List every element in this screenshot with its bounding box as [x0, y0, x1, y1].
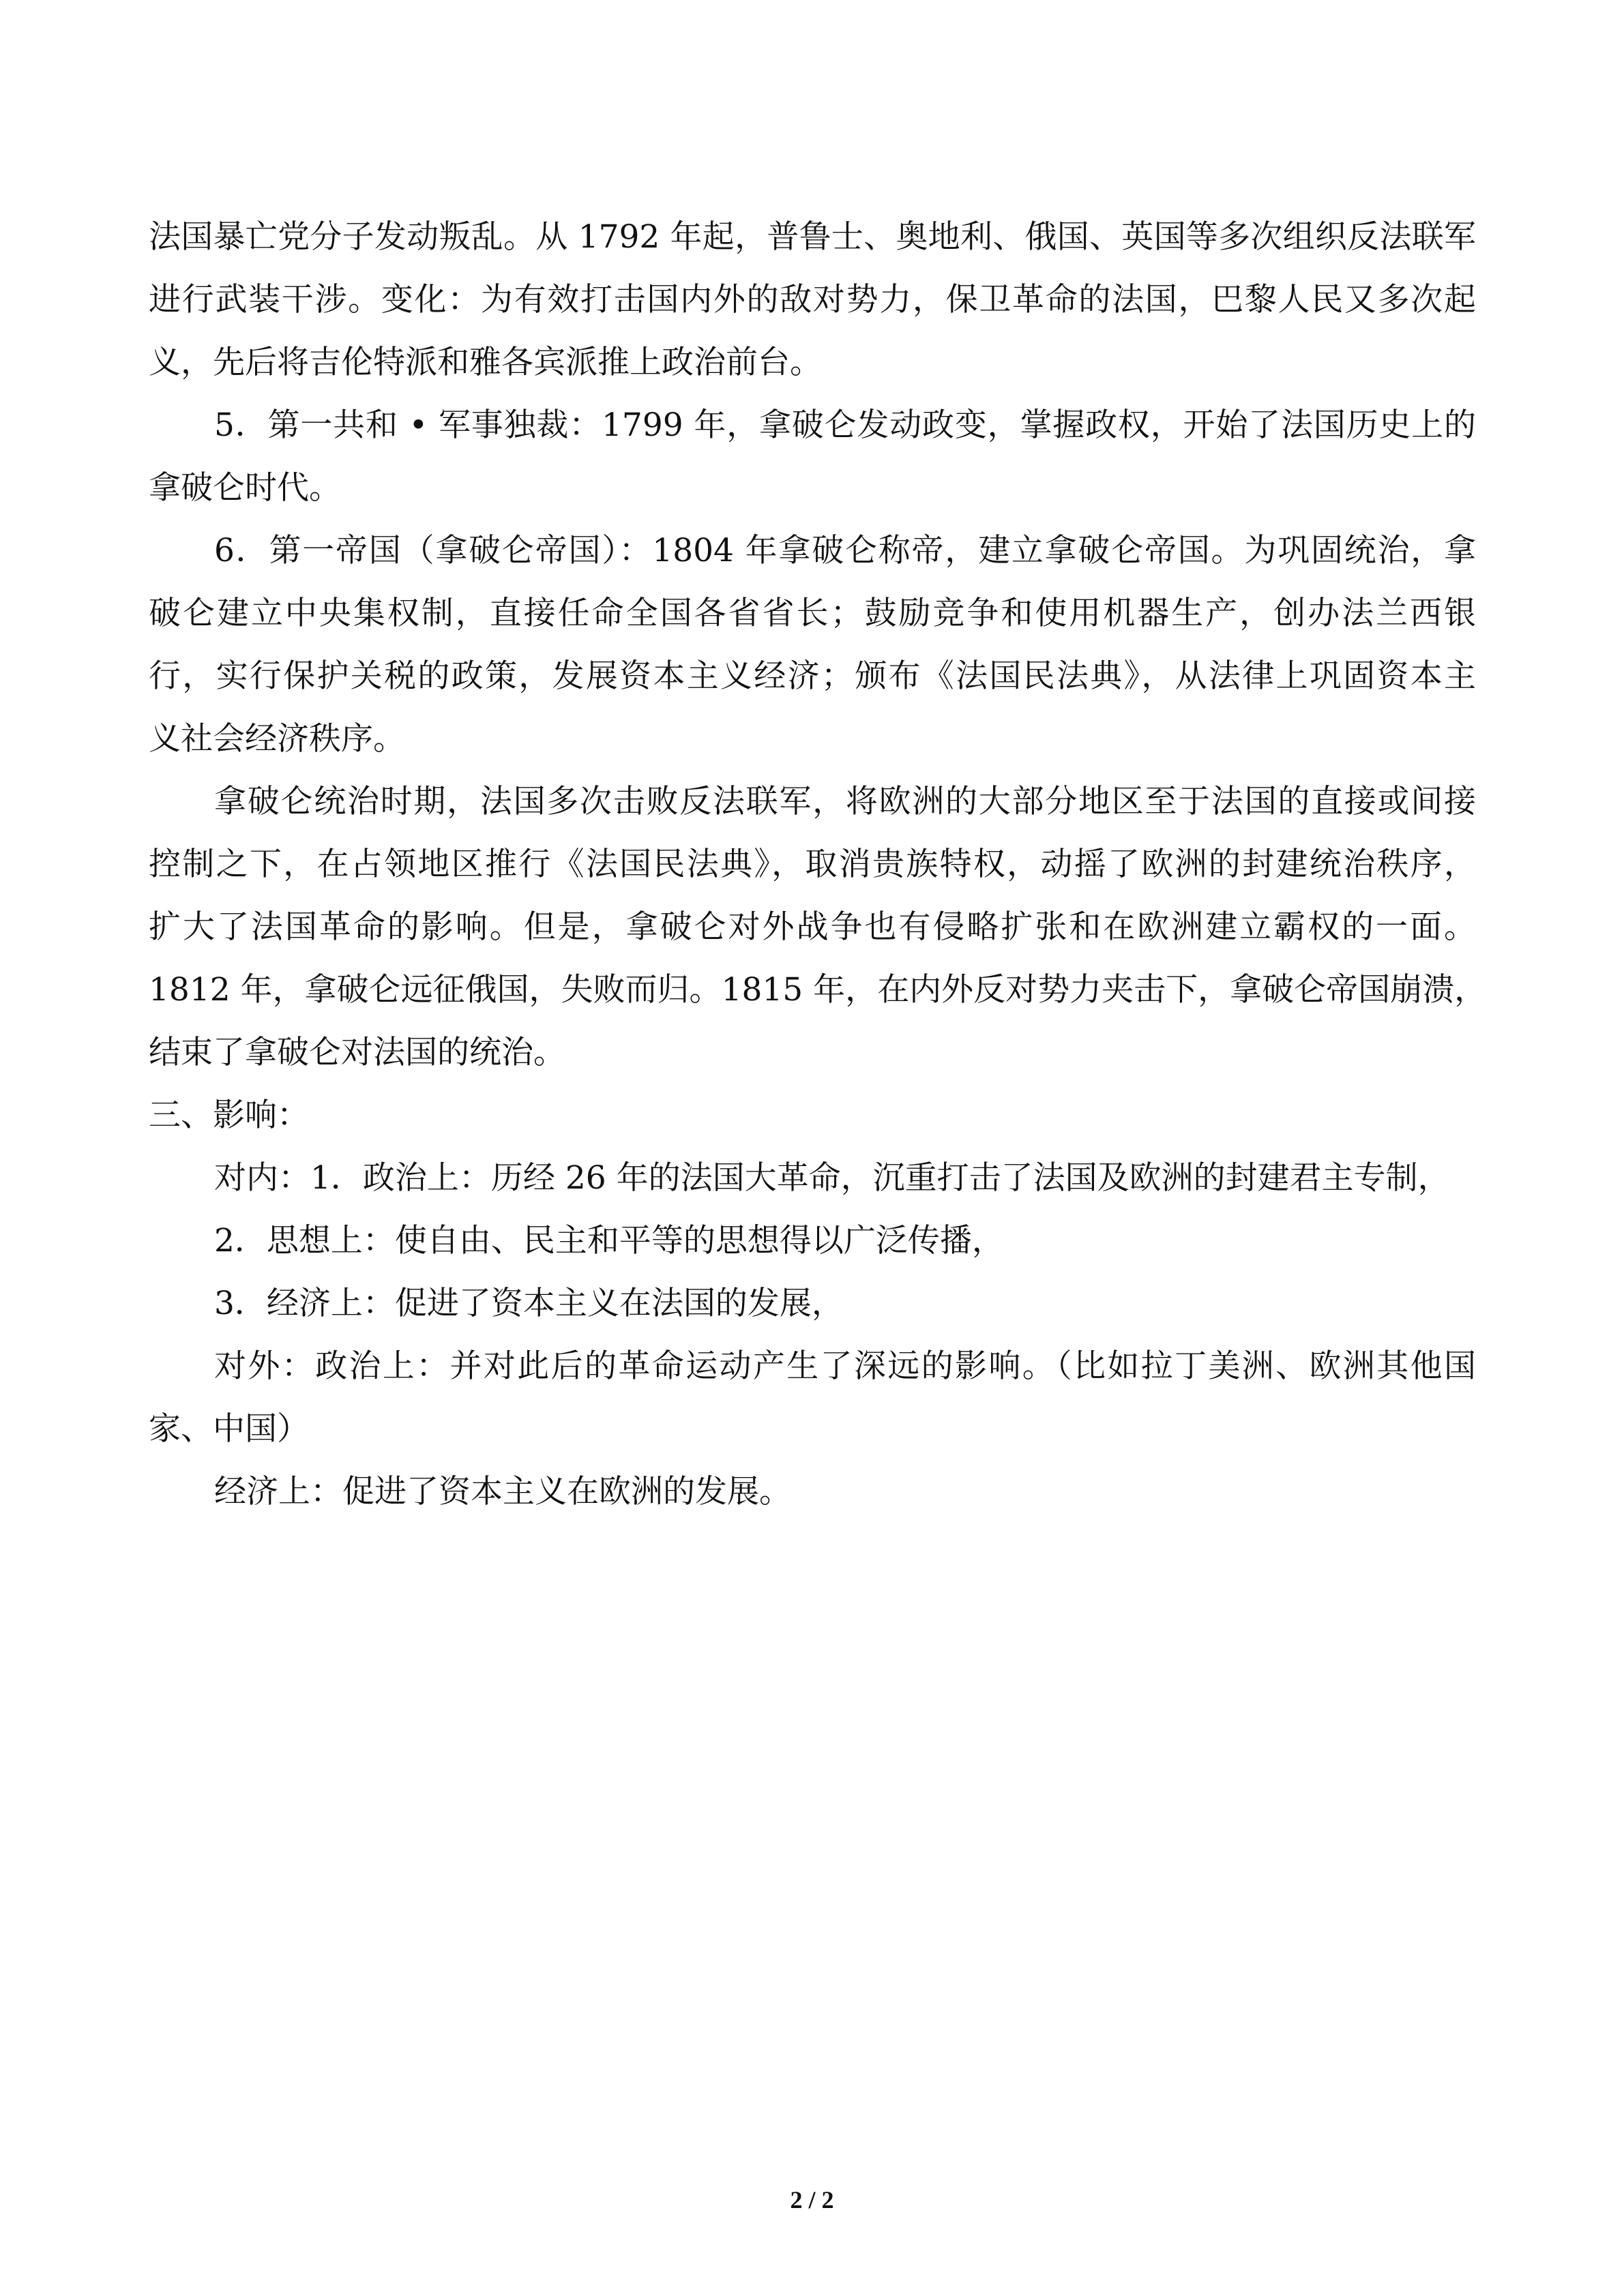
text-line: 义，先后将吉伦特派和雅各宾派推上政治前台。 — [149, 344, 822, 381]
text-line: 3．经济上：促进了资本主义在法国的发展， — [214, 1285, 844, 1322]
document-body — [149, 206, 1487, 1523]
text-line: 扩大了法国革命的影响。但是，拿破仑对外战争也有侵略扩张和在欧洲建立霸权的一面。 — [149, 908, 1476, 946]
text-line: 6．第一帝国（拿破仑帝国）：1804 年拿破仑称帝，建立拿破仑帝国。为巩固统治，拿 — [214, 532, 1476, 569]
text-line: 法国暴亡党分子发动叛乱。从 1792 年起，普鲁士、奥地利、俄国、英国等多次组织反法联军 — [149, 218, 1476, 256]
text-line: 进行武装干涉。变化：为有效打击国内外的敌对势力，保卫革命的法国，巴黎人民又多次起 — [149, 281, 1476, 318]
text-line: 破仑建立中央集权制，直接任命全国各省省长；鼓励竞争和使用机器生产，创办法兰西银 — [149, 595, 1476, 632]
text-line: 2．思想上：使自由、民主和平等的思想得以广泛传播， — [214, 1222, 1004, 1259]
text-line: 对内：1．政治上：历经 26 年的法国大革命，沉重打击了法国及欧洲的封建君主专制， — [214, 1159, 1450, 1197]
text-line: 5．第一共和 • 军事独裁：1799 年，拿破仑发动政变，掌握政权，开始了法国历史上的 — [214, 406, 1476, 444]
text-line: 拿破仑统治时期，法国多次击败反法联军，将欧洲的大部分地区至于法国的直接或间接 — [214, 783, 1476, 820]
text-line: 结束了拿破仑对法国的统治。 — [149, 1034, 565, 1071]
text-line: 行，实行保护关税的政策，发展资本主义经济；颁布《法国民法典》，从法律上巩固资本主 — [149, 657, 1476, 695]
text-line: 控制之下，在占领地区推行《法国民法典》，取消贵族特权，动摇了欧洲的封建统治秩序， — [149, 846, 1476, 883]
section-heading: 三、影响： — [149, 1097, 309, 1134]
text-line: 拿破仑时代。 — [149, 469, 341, 507]
text-line: 对外：政治上：并对此后的革命运动产生了深远的影响。（比如拉丁美洲、欧洲其他国 — [214, 1347, 1476, 1385]
text-line: 义社会经济秩序。 — [149, 720, 405, 758]
text-line: 经济上：促进了资本主义在欧洲的发展。 — [214, 1473, 791, 1510]
page-number: 2 / 2 — [790, 2186, 834, 2213]
text-line: 1812 年，拿破仑远征俄国，失败而归。1815 年，在内外反对势力夹击下，拿破仑帝国崩溃， — [149, 971, 1487, 1009]
text-line: 家、中国） — [149, 1410, 309, 1448]
